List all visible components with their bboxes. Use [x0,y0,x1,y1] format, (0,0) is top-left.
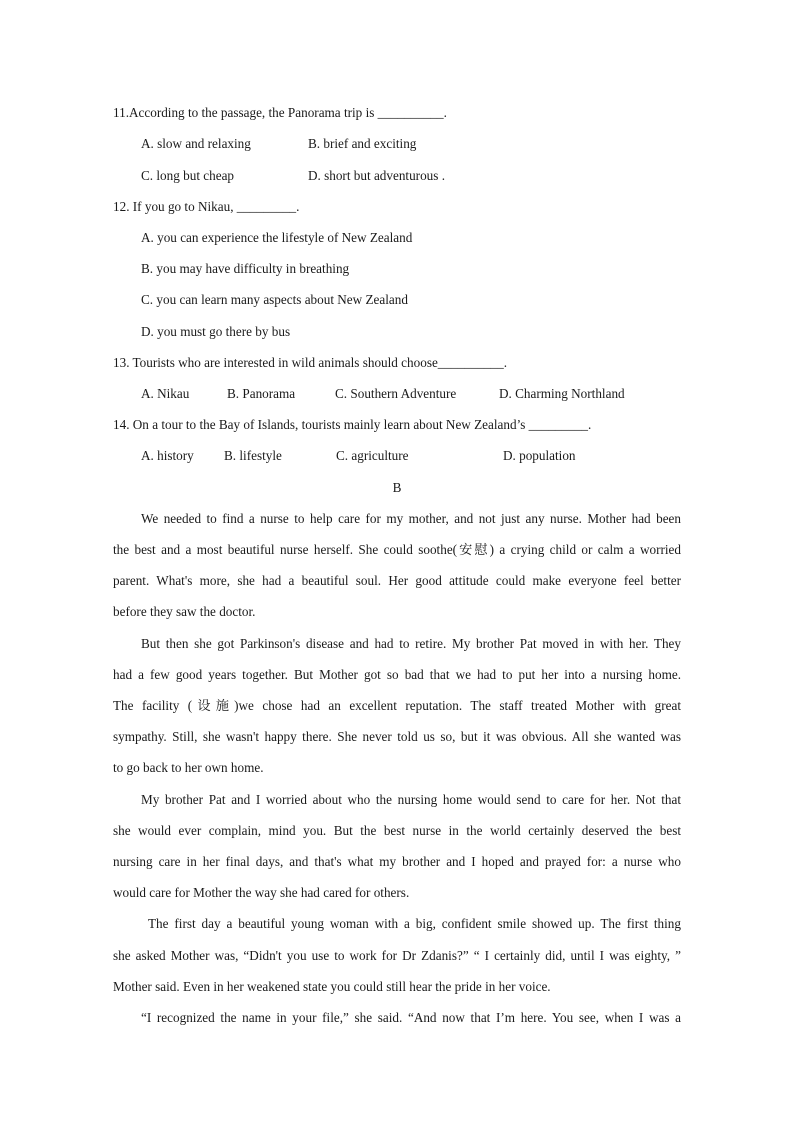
q13-option-b: B. Panorama [227,386,296,401]
p1-line-3: parent. What's more, she had a beautiful soul. Her good attitude could make everyone feel better [113,573,681,588]
question-13-options [141,386,701,402]
q11-option-b: B. brief and exciting [308,136,417,151]
q14-option-c: C. agriculture [336,448,409,463]
p2-line-3: The facility (设施)we chose had an excellent reputation. The staff treated Mother with great [113,698,681,713]
p2-line-4: sympathy. Still, she wasn't happy there. She never told us so, but it was obvious. All she wanted was [113,729,681,744]
p3-line-4: would care for Mother the way she had cared for others. [113,885,410,900]
p4-line-2: she asked Mother was, “Didn't you use to work for Dr Zdanis?” “ I certainly did, until I was eighty, ” [113,948,681,963]
q12-option-a: A. you can experience the lifestyle of New Zealand [141,230,413,245]
p5-line-1: “I recognized the name in your file,” she said. “And now that I’m here. You see, when I was a [141,1010,681,1025]
q11-option-d: D. short but adventurous . [308,168,445,183]
q11-option-c: C. long but cheap [141,168,235,183]
question-11-stem: 11.According to the passage, the Panorama trip is __________. [113,105,447,120]
q13-option-d: D. Charming Northland [499,386,625,401]
question-13-stem: 13. Tourists who are interested in wild animals should choose__________. [113,355,508,370]
p2-line-2: had a few good years together. But Mother got so bad that we had to put her into a nursing home. [113,667,681,682]
p1-line-4: before they saw the doctor. [113,604,256,619]
p3-line-1: My brother Pat and I worried about who the nursing home would send to care for her. Not that [141,792,681,807]
q13-option-a: A. Nikau [141,386,190,401]
p4-line-1: The first day a beautiful young woman with a big, confident smile showed up. The first thing [148,916,681,931]
p1-line-1: We needed to find a nurse to help care for my mother, and not just any nurse. Mother had been [141,511,681,526]
question-14-stem: 14. On a tour to the Bay of Islands, tourists mainly learn about New Zealand’s _________. [113,417,592,432]
question-14-options [141,448,701,464]
p3-line-2: she would ever complain, mind you. But the best nurse in the world certainly deserved the best [113,823,681,838]
q13-option-c: C. Southern Adventure [335,386,457,401]
question-11-options-row-2 [141,168,701,184]
q12-option-c: C. you can learn many aspects about New Zealand [141,292,408,307]
p1-line-2: the best and a most beautiful nurse herself. She could soothe(安慰) a crying child or calm a worried [113,542,681,557]
p4-line-3: Mother said. Even in her weakened state you could still hear the pride in her voice. [113,979,551,994]
question-11-options-row-1 [141,136,701,152]
q12-option-b: B. you may have difficulty in breathing [141,261,350,276]
q12-option-d: D. you must go there by bus [141,324,291,339]
q14-option-b: B. lifestyle [224,448,282,463]
q14-option-a: A. history [141,448,194,463]
q14-option-d: D. population [503,448,576,463]
section-label: B [392,480,402,495]
p2-line-1: But then she got Parkinson's disease and had to retire. My brother Pat moved in with her. They [141,636,681,651]
question-12-stem: 12. If you go to Nikau, _________. [113,199,300,214]
p3-line-3: nursing care in her final days, and that's what my brother and I hoped and prayed for: a nurse who [113,854,681,869]
p2-line-5: to go back to her own home. [113,760,264,775]
q11-option-a: A. slow and relaxing [141,136,251,151]
